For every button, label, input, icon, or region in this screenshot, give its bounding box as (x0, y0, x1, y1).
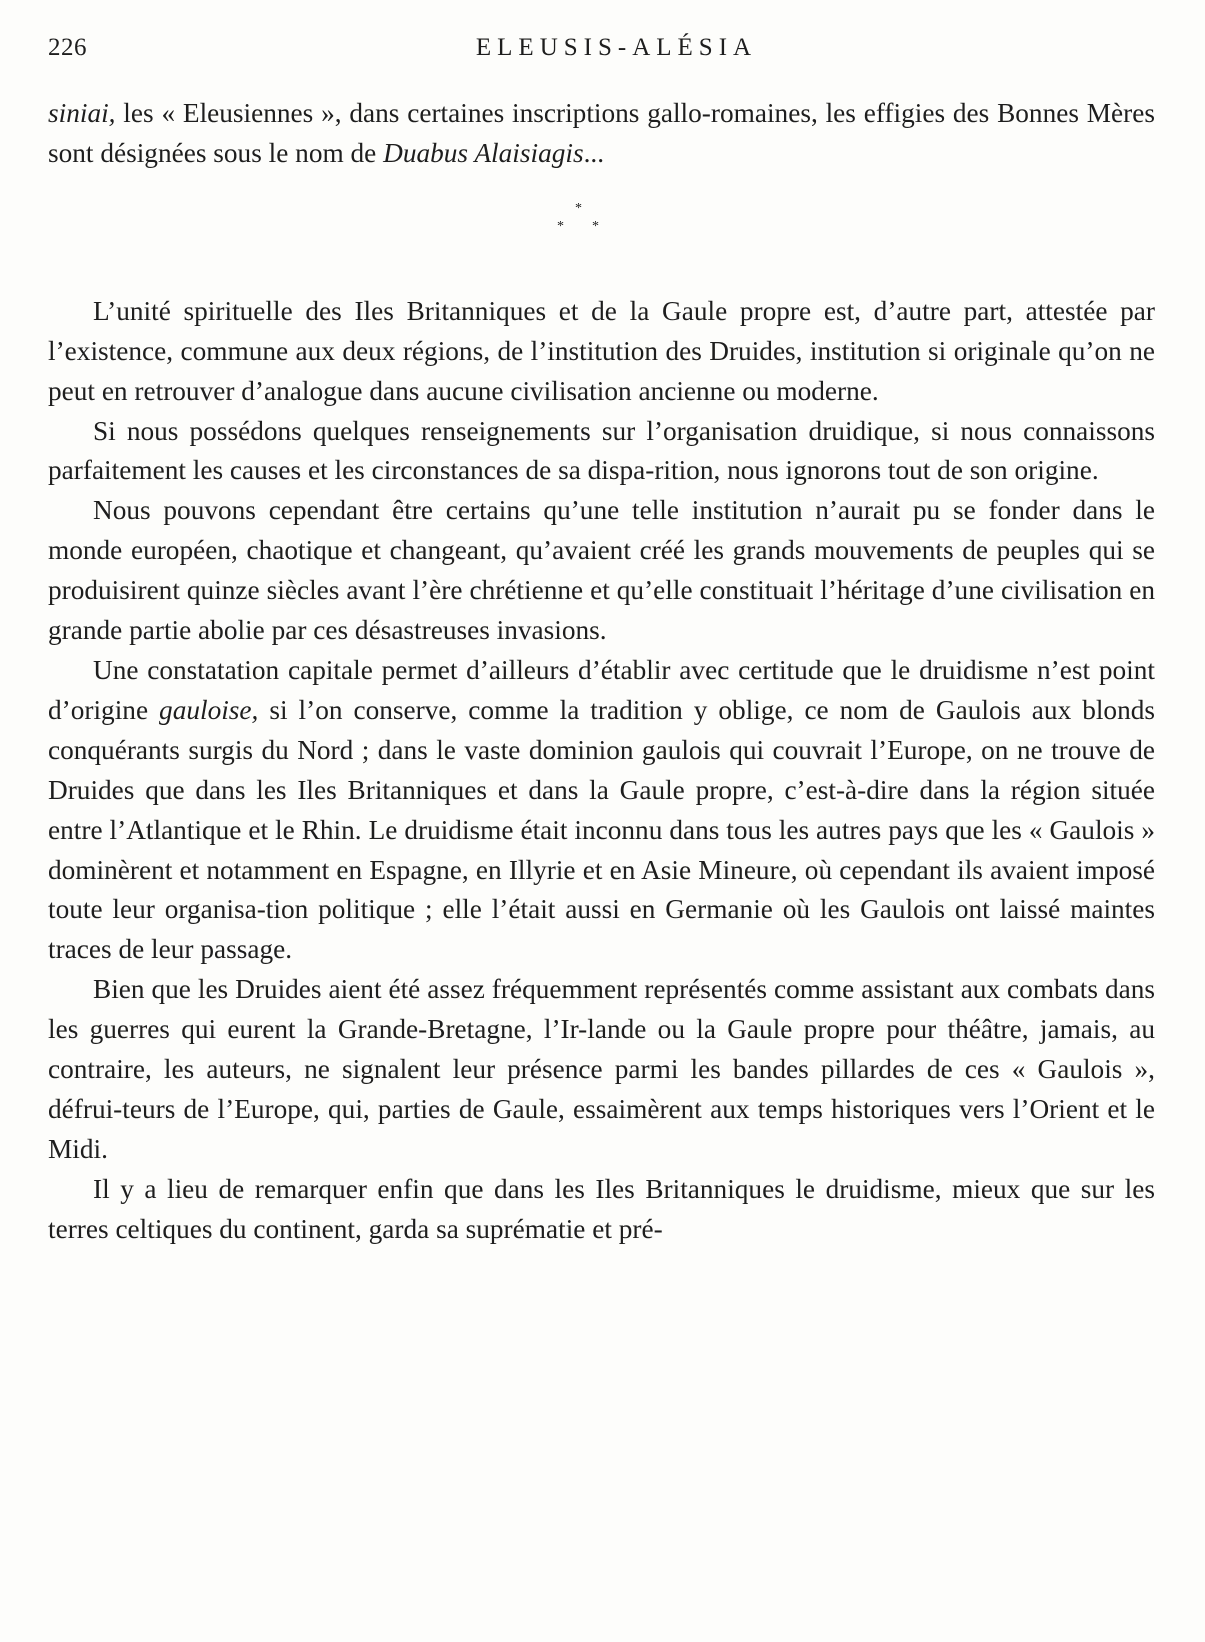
paragraph-unite-spirituelle: L’unité spirituelle des Iles Britanniques et de la Gaule propre est, d’autre part, attestée par l’existence, commune aux deux régions, de l’institution des Druides, institution si originale qu’on ne peut en retrouver d’analogue dans aucune civilisation ancienne ou moderne. (48, 295, 1155, 406)
body-text (48, 94, 1155, 1250)
gauloise-before: Une constatation capitale permet d’ailleurs d’établir avec certitude que le druidisme n’est point d’origine (48, 654, 1155, 725)
opening-text-2: ... (583, 137, 605, 168)
page-header (48, 34, 1155, 74)
gauloise-after: si l’on conserve, comme la tradition y oblige, ce nom de Gaulois aux blonds conquérants surgis du Nord ; dans le vaste dominion gaulois qui couvrait l’Europe, on ne trouve de Druides que dans les Iles Britanniques et dans la Gaule propre, c’est-à-dire dans la région située entre l’Atlantique et le Rhin. Le druidisme était inconnu dans tous les autres pays que les « Gaulois » dominèrent et notamment en Espagne, en Illyrie et en Asie Mineure, où cependant ils avaient imposé toute leur organisa-tion politique ; elle l’était aussi en Germanie où les Gaulois ont laissé maintes traces de leur passage. (48, 694, 1155, 965)
page-number: 226 (48, 34, 87, 61)
paragraph-renseignements: Si nous possédons quelques renseignements sur l’organisation druidique, si nous connaissons parfaitement les causes et les circonstances de sa dispa-rition, nous ignorons tout de son origine. (48, 415, 1155, 486)
asterism (48, 174, 1155, 292)
italic-duabus-alaisiagis: Duabus Alaisiagis (383, 137, 584, 168)
running-title: ELEUSIS-ALÉSIA (475, 34, 758, 61)
asterism-star-top: * (575, 200, 582, 216)
asterism-star-left: * (557, 218, 564, 234)
paragraph-combats: Bien que les Druides aient été assez fréquemment représentés comme assistant aux combats dans les guerres qui eurent la Grande-Bretagne, l’Ir-lande ou la Gaule propre pour théâtre, jamais, au contraire, les auteurs, ne signalent leur présence parmi les bandes pillardes de ces « Gaulois », défrui-teurs de l’Europe, qui, parties de Gaule, essaimèrent aux temps historiques vers l’Orient et le Midi. (48, 974, 1155, 1164)
italic-gauloise: gauloise, (159, 694, 259, 725)
asterism-star-right: * (592, 218, 599, 234)
opening-text-1: les « Eleusiennes », dans certaines inscriptions gallo-romaines, les effigies des Bonnes Mères sont désignées sous le nom de (48, 98, 1155, 168)
italic-siniai: siniai, (48, 98, 116, 128)
paragraph-constatation (48, 651, 1155, 970)
opening-paragraph (48, 94, 1155, 174)
paragraph-institution: Nous pouvons cependant être certains qu’une telle institution n’aurait pu se fonder dans le monde européen, chaotique et changeant, qu’avaient créé les grands mouvements de peuples qui se produisirent quinze siècles avant l’ère chrétienne et qu’elle constituait l’héritage d’une civilisation en grande partie abolie par ces désastreuses invasions. (48, 495, 1155, 646)
paragraph-suprematie: Il y a lieu de remarquer enfin que dans les Iles Britanniques le druidisme, mieux que sur les terres celtiques du continent, garda sa suprématie et pré- (48, 1173, 1155, 1244)
